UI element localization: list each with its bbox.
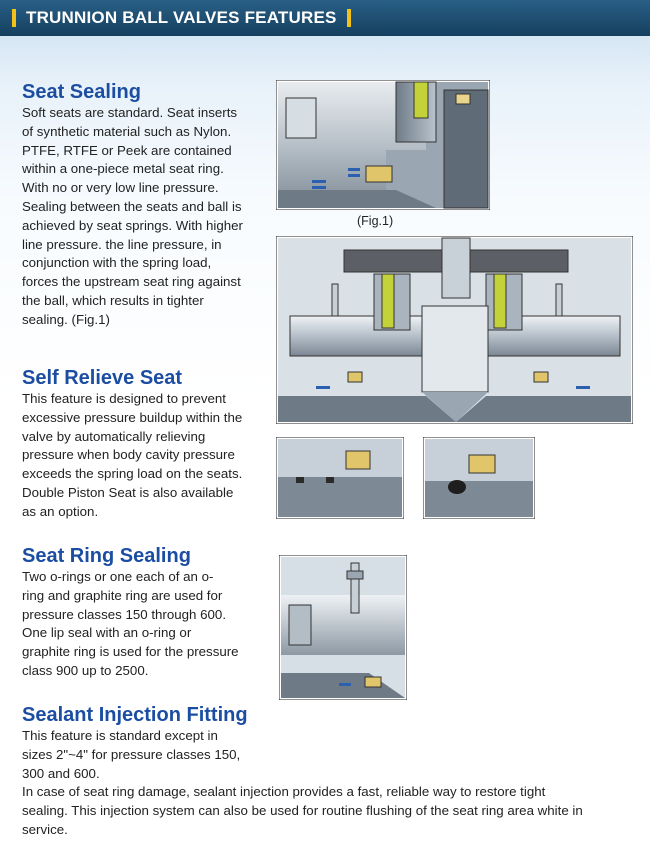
- seat-ring-text: [22, 568, 239, 681]
- text-line: Sealing between the seats and ball is: [22, 198, 242, 214]
- text-line: Soft seats are standard. Seat inserts: [22, 105, 238, 120]
- header-accent-bar-left: [12, 9, 16, 27]
- text-line: pressure when body cavity pressure: [22, 447, 235, 463]
- text-line: class 900 up to 2500.: [22, 662, 149, 678]
- self-relieve-seat-diagram-left: [276, 437, 404, 519]
- self-relieve-text: [22, 390, 242, 522]
- text-line: In case of seat ring damage, sealant injection provides a fast, reliable way to restore tight: [22, 784, 546, 800]
- seat-ring-sealing-diagram: [279, 555, 407, 700]
- text-line: line pressure. the line pressure, in: [22, 236, 222, 252]
- seat-sealing-title: Seat Sealing: [22, 81, 141, 103]
- text-line: as an option.: [22, 503, 99, 519]
- text-line: of synthetic material such as Nylon.: [22, 123, 232, 139]
- text-line: 300 and 600.: [22, 765, 100, 781]
- text-line: achieved by seat springs. With higher: [22, 217, 243, 233]
- text-line: excessive pressure buildup within the: [22, 409, 243, 425]
- text-line: This feature is designed to prevent: [22, 391, 227, 406]
- seat-ring-title: Seat Ring Sealing: [22, 545, 191, 567]
- self-relieve-title: Self Relieve Seat: [22, 367, 183, 389]
- text-line: PTFE, RTFE or Peek are contained: [22, 142, 232, 158]
- text-line: With no or very low line pressure.: [22, 180, 219, 196]
- header-accent-bar-right: [347, 9, 351, 27]
- text-line: forces the upstream seat ring against: [22, 274, 241, 290]
- sealant-title: Sealant Injection Fitting: [22, 704, 248, 726]
- fig1-seat-detail-diagram: [276, 80, 490, 210]
- text-line: within a one-piece metal seat ring.: [22, 161, 224, 177]
- text-line: exceeds the spring load on the seats.: [22, 466, 243, 482]
- text-line: sizes 2"~4" for pressure classes 150,: [22, 746, 241, 762]
- text-line: valve by automatically relieving: [22, 428, 206, 444]
- self-relieve-seat-diagram-right: [423, 437, 535, 519]
- seat-sealing-text: [22, 104, 243, 330]
- page-header: [0, 0, 650, 36]
- text-line: This feature is standard except in: [22, 728, 218, 743]
- text-line: graphite ring is used for the pressure: [22, 644, 239, 660]
- text-line: pressure classes 150 through 600.: [22, 606, 227, 622]
- text-line: ring and graphite ring are used for: [22, 587, 223, 603]
- text-line: Double Piston Seat is also available: [22, 484, 234, 500]
- fig1-caption: (Fig.1): [357, 214, 394, 228]
- sealant-text: [22, 727, 583, 840]
- text-line: One lip seal with an o-ring or: [22, 625, 192, 641]
- text-line: sealing. This injection system can also be used for routine flushing of the seat ring area white in: [22, 803, 583, 819]
- text-line: sealing. (Fig.1): [22, 311, 110, 327]
- text-line: service.: [22, 821, 68, 837]
- valve-cross-section-diagram: [276, 236, 633, 424]
- text-line: the ball, which results in tighter: [22, 292, 204, 308]
- text-line: conjunction with the spring load,: [22, 255, 212, 271]
- text-line: Two o-rings or one each of an o-: [22, 569, 214, 584]
- page-title: TRUNNION BALL VALVES FEATURES: [26, 8, 337, 27]
